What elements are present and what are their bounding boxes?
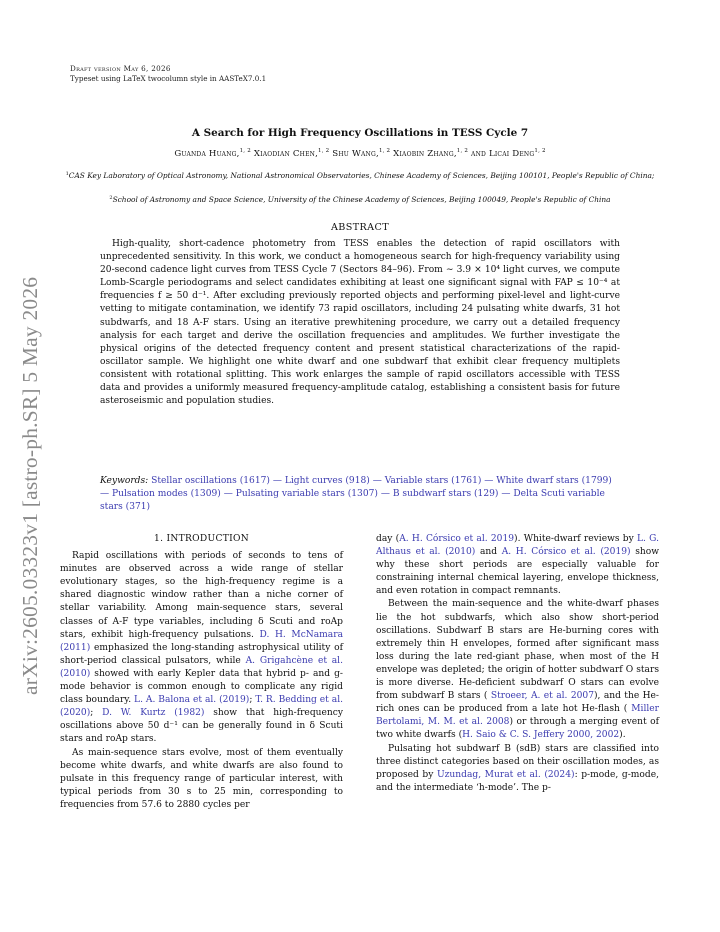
citation-link[interactable]: L. G. Althaus et al. (2010) <box>376 534 659 558</box>
body-text: show why these short periods are especially valuable for constraining internal chemical layering, envelope thickness, and even rotation in compact remnants. <box>376 547 659 597</box>
intro-paragraph-3 <box>376 598 659 742</box>
right-column <box>376 533 659 795</box>
citation-link[interactable]: L. A. Balona et al. (2019) <box>134 695 250 706</box>
body-text: ). <box>619 730 626 741</box>
body-text: Rapid oscillations with periods of seconds to tens of minutes are observed across a wide range of stellar evolutionary stages, so the high-frequency regime is a shared diagnostic window rather than a niche corner of stellar variability. Among main-sequence stars, several classes of A-F type variables, including δ Scuti and roAp stars, exhibit high-frequency pulsations. <box>60 551 343 640</box>
body-text: ), and the He-rich ones can be produced from a late hot He-flash ( <box>376 691 659 715</box>
paper-title: A Search for High Frequency Oscillations in TESS Cycle 7 <box>191 127 529 139</box>
body-text: day ( <box>376 534 400 544</box>
intro-paragraph-continued <box>376 533 659 598</box>
keywords-label: Keywords: <box>100 476 149 486</box>
author-affiliation-number: 1, 2 <box>239 148 251 154</box>
affiliation-1-number: 1 <box>65 171 69 177</box>
affiliation-1-text: CAS Key Laboratory of Optical Astronomy, National Astronomical Observatories, Chinese Academy of Sciences, Beijing 100101, People's Republic of China; <box>68 171 655 180</box>
body-text: ; <box>90 708 103 719</box>
intro-paragraph-4 <box>376 743 659 795</box>
author-affiliation-number: 1, 2 <box>378 148 391 154</box>
body-text: ) or through a merging event of two white dwarfs ( <box>376 717 659 741</box>
intro-paragraph-1 <box>60 550 343 746</box>
author-name: Shu Wang, <box>332 149 379 159</box>
abstract-text: High-quality, short-cadence photometry from TESS enables the detection of rapid oscillators with unprecedented sensitivity. In this work, we conduct a homogeneous search for high-frequency variability using 20-second cadence light curves from TESS Cycle 7 (Sectors 84–96). From ∼ 3.9 × 10⁴ light curves, we compute Lomb-Scargle periodograms and select candidates exhibiting at least one significant signal with FAP ≤ 10⁻⁴ at frequencies f ≥ 50 d⁻¹. After excluding previously reported objects and performing pixel-level and light-curve vetting to mitigate contamination, we identify 73 rapid oscillators, including 24 pulsating white dwarfs, 31 hot subdwarfs, and 18 A-F stars. Using an iterative prewhitening procedure, we carry out a detailed frequency analysis for each target and derive the oscillation frequencies and amplitudes. We further investigate the physical origins of the detected frequency content and present statistical characterizations of the rapid-oscillator sample. We highlight one white dwarf and one subdwarf that exhibit clear frequency multiplets consistent with rotational splitting. This work enlarges the sample of rapid oscillators accessible with TESS data and provides a uniformly measured frequency-amplitude catalog, establishing a consistent basis for future asteroseismic and population studies. <box>100 239 620 407</box>
typeset-line: Typeset using LaTeX twocolumn style in AASTeX7.0.1 <box>70 74 267 83</box>
body-text: Pulsating hot subdwarf B (sdB) stars are classified into three distinct categories based on their oscillation modes, as proposed by <box>376 743 659 780</box>
abstract-heading: ABSTRACT <box>330 222 390 233</box>
author-name: Xiaodian Chen, <box>253 149 319 159</box>
body-text: ). White-dwarf reviews by <box>514 534 637 544</box>
intro-paragraph-2 <box>60 747 343 812</box>
left-column <box>60 533 343 812</box>
affiliation-2 <box>40 193 680 205</box>
citation-link[interactable]: Miller Bertolami, M. M. et al. 2008 <box>376 704 659 728</box>
author-name: Guanda Huang, <box>174 149 240 159</box>
body-text: showed with early Kepler data that hybrid p- and g-mode behavior is common enough to complicate any rigid class boundary. <box>60 668 343 706</box>
author-affiliation-number: 1, 2 <box>534 148 546 154</box>
author-affiliation-number: 1, 2 <box>456 148 469 154</box>
arxiv-stamp: arXiv:2605.03323v1 [astro-ph.SR] 5 May 2026 <box>18 276 42 695</box>
citation-link[interactable]: T. R. Bedding et al. (2020) <box>60 695 343 719</box>
body-text: As main-sequence stars evolve, most of them eventually become white dwarfs, and white dwarfs are also found to pulsate in this frequency range of particular interest, with typical periods from 30 s to 25 min, corresponding to frequencies from 57.6 to 2880 cycles per <box>60 747 343 810</box>
body-text: : p-mode, g-mode, and the intermediate ‘h-mode’. The p- <box>376 769 659 793</box>
body-text: show that high-frequency oscillations above 50 d⁻¹ can be generally found in δ Scuti stars and roAp stars. <box>60 708 343 745</box>
body-text: emphasized the long-standing astrophysical utility of short-period classical pulsators, while <box>60 642 343 666</box>
citation-link[interactable]: A. H. Córsico et al. 2019 <box>399 534 515 544</box>
affiliation-1 <box>50 169 670 181</box>
author-list <box>0 148 720 159</box>
keywords-block <box>100 475 620 514</box>
section-heading: 1. INTRODUCTION <box>154 534 249 544</box>
affiliation-2-number: 2 <box>109 195 113 201</box>
author-name: and Licai Deng <box>471 149 535 159</box>
citation-link[interactable]: H. Saio & C. S. Jeffery 2000, 2002 <box>462 730 620 741</box>
abstract <box>100 238 620 408</box>
draft-version-line: Draft version May 6, 2026 <box>70 64 171 73</box>
citation-link[interactable]: D. W. Kurtz (1982) <box>102 708 205 719</box>
citation-link[interactable]: D. H. McNamara (2011) <box>60 629 343 653</box>
citation-link[interactable]: A. Grigahcène et al. (2010) <box>60 655 343 679</box>
body-text: Between the main-sequence and the white-dwarf phases lie the hot subdwarfs, which also show short-period oscillations. Subdwarf B stars are He-burning cores with extremely thin H envelopes, formed after significant mass loss during the late red-giant phase, when most of the H envelope was depleted; the origin of hotter subdwarf O stars is more diverse. He-deficient subdwarf O stars can evolve from subdwarf B stars ( <box>376 599 659 702</box>
body-text: ; <box>249 695 256 706</box>
keywords-links[interactable]: Stellar oscillations (1617) — Light curves (918) — Variable stars (1761) — White dwarf stars (1799) — Pulsation modes (1309) — Pulsating variable stars (1307) — B subdwarf stars (129) — Delta Scuti variable stars (371) <box>100 476 612 513</box>
author-name: Xiaobin Zhang, <box>393 149 457 159</box>
author-affiliation-number: 1, 2 <box>318 148 330 154</box>
citation-link[interactable]: A. H. Córsico et al. (2019) <box>501 547 631 558</box>
citation-link[interactable]: Stroeer, A. et al. 2007 <box>490 691 594 702</box>
citation-link[interactable]: Uzundag, Murat et al. (2024) <box>436 769 575 780</box>
affiliation-2-text: School of Astronomy and Space Science, University of the Chinese Academy of Sciences, Beijing 100049, People's Republic of China <box>112 195 611 204</box>
body-text: and <box>475 547 502 558</box>
draft-header <box>70 64 266 84</box>
